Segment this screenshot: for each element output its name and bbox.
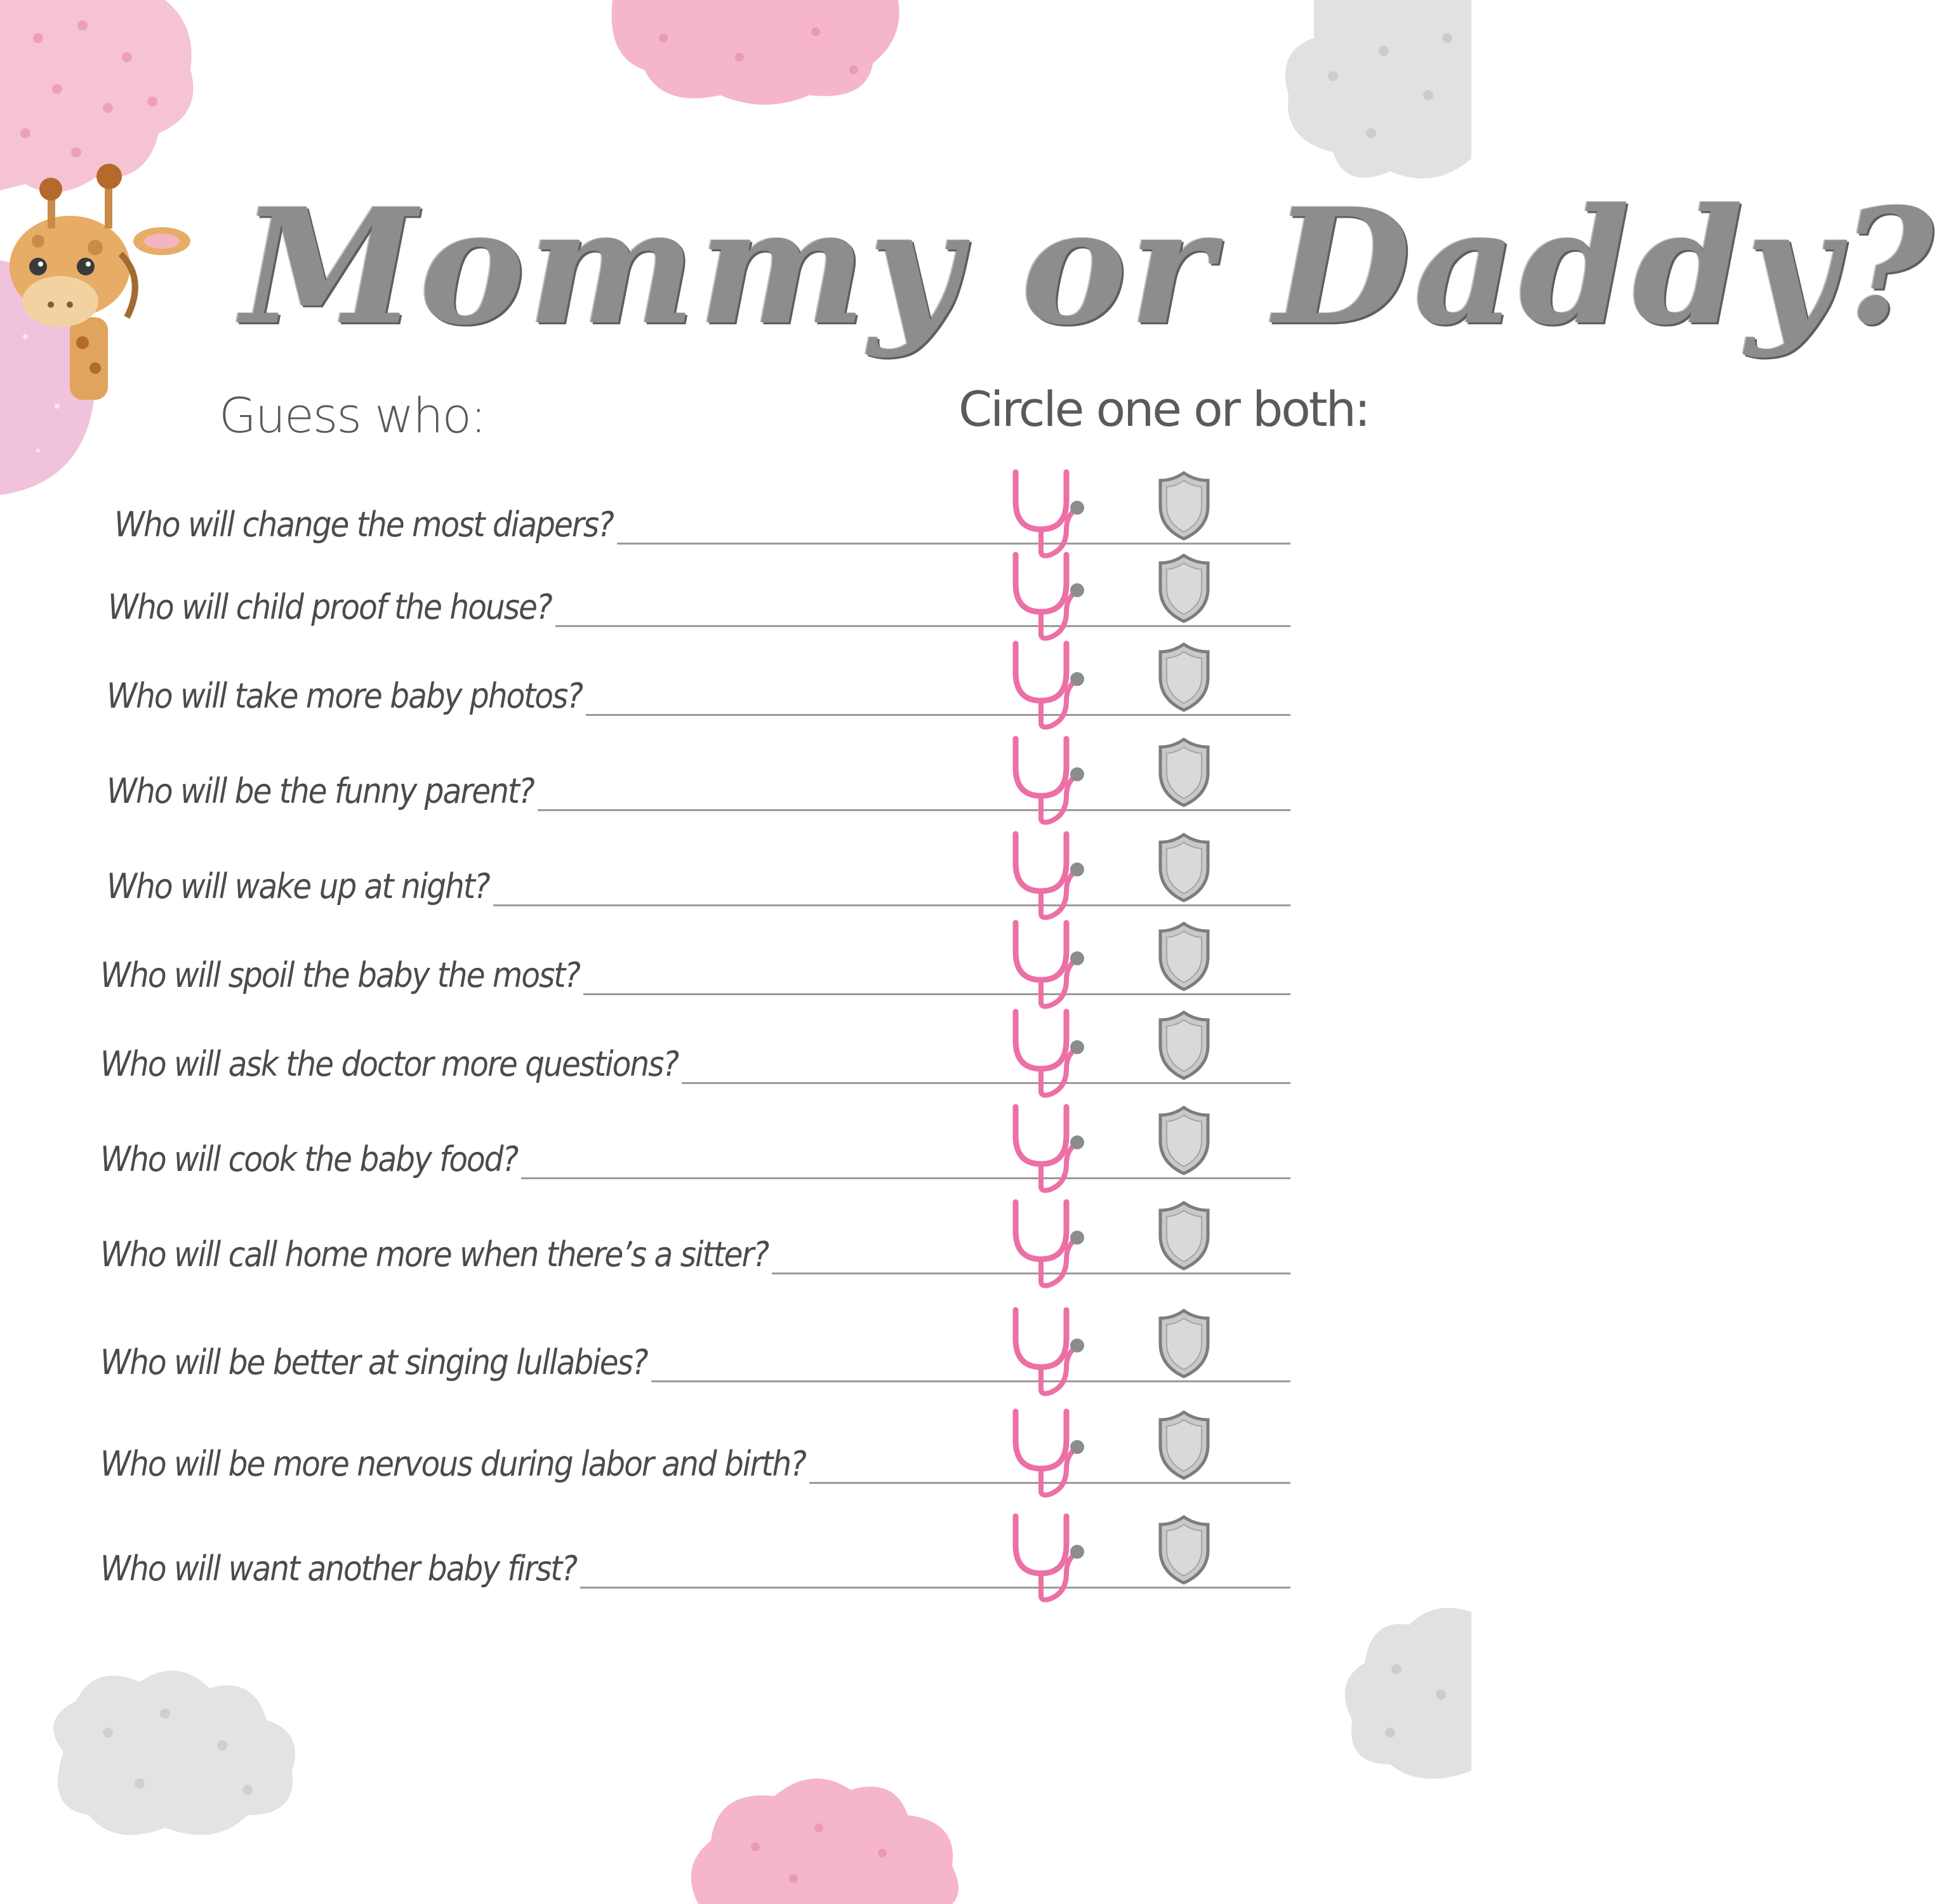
answer-line[interactable] (521, 1177, 1290, 1179)
answer-line[interactable] (583, 993, 1290, 995)
police-badge-icon[interactable] (1154, 1010, 1214, 1080)
police-badge-icon[interactable] (1154, 1201, 1214, 1271)
pink-cloud-bottom-center (679, 1764, 965, 1904)
answer-line[interactable] (493, 904, 1290, 906)
answer-line[interactable] (538, 809, 1290, 811)
question-text: Who will spoil the baby the most? (100, 955, 580, 995)
stethoscope-icon[interactable] (1006, 1005, 1089, 1101)
police-badge-icon[interactable] (1154, 922, 1214, 991)
question-row (0, 1422, 1471, 1498)
giraffe-illustration (0, 159, 197, 425)
answer-line[interactable] (682, 1082, 1290, 1084)
question-text: Who will want another baby first? (100, 1549, 577, 1589)
stethoscope-icon[interactable] (1006, 732, 1089, 828)
question-row (0, 482, 1471, 559)
guess-who-label: Guess who: (219, 387, 486, 444)
question-row (0, 565, 1471, 641)
police-badge-icon[interactable] (1154, 471, 1214, 541)
question-text: Who will ask the doctor more questions? (100, 1044, 679, 1084)
stethoscope-icon[interactable] (1006, 637, 1089, 732)
police-badge-icon[interactable] (1154, 1515, 1214, 1585)
page-title: Mommy or Daddy? (241, 173, 1936, 360)
stethoscope-icon[interactable] (1006, 1510, 1089, 1605)
answer-line[interactable] (651, 1380, 1290, 1382)
question-text: Who will child proof the house? (108, 587, 552, 627)
stethoscope-icon[interactable] (1006, 548, 1089, 644)
question-text: Who will be more nervous during labor and birth? (100, 1444, 806, 1484)
question-row (0, 1320, 1471, 1396)
stethoscope-icon[interactable] (1006, 466, 1089, 561)
question-text: Who will cook the baby food? (100, 1139, 518, 1179)
question-row (0, 1526, 1471, 1603)
stethoscope-icon[interactable] (1006, 828, 1089, 923)
question-row (0, 844, 1471, 920)
pink-cloud-top-center (600, 0, 905, 111)
question-row (0, 654, 1471, 730)
question-text: Who will wake up at night? (107, 866, 489, 906)
answer-line[interactable] (617, 543, 1290, 545)
answer-line[interactable] (580, 1587, 1290, 1589)
question-row (0, 1212, 1471, 1288)
gray-cloud-bottom-left (38, 1663, 305, 1841)
question-text: Who will change the most diapers? (114, 505, 613, 545)
police-badge-icon[interactable] (1154, 553, 1214, 623)
question-text: Who will be the funny parent? (107, 771, 534, 811)
question-text: Who will be better at singing lullabies? (100, 1342, 647, 1382)
circle-instruction-label: Circle one or both: (958, 381, 1369, 437)
stethoscope-icon[interactable] (1006, 1304, 1089, 1399)
stethoscope-icon[interactable] (1006, 1196, 1089, 1291)
question-row (0, 933, 1471, 1009)
question-row (0, 1117, 1471, 1193)
police-badge-icon[interactable] (1154, 1410, 1214, 1480)
stethoscope-icon[interactable] (1006, 1405, 1089, 1500)
gray-cloud-bottom-right (1333, 1599, 1471, 1790)
answer-line[interactable] (555, 625, 1290, 627)
stethoscope-icon[interactable] (1006, 1101, 1089, 1196)
stethoscope-icon[interactable] (1006, 916, 1089, 1012)
question-text: Who will take more baby photos? (107, 676, 583, 716)
police-badge-icon[interactable] (1154, 642, 1214, 712)
police-badge-icon[interactable] (1154, 833, 1214, 902)
police-badge-icon[interactable] (1154, 1309, 1214, 1378)
question-text: Who will call home more when there’s a sitter? (100, 1234, 769, 1274)
police-badge-icon[interactable] (1154, 737, 1214, 807)
police-badge-icon[interactable] (1154, 1106, 1214, 1175)
answer-line[interactable] (586, 714, 1290, 716)
question-row (0, 1022, 1471, 1098)
question-row (0, 749, 1471, 825)
